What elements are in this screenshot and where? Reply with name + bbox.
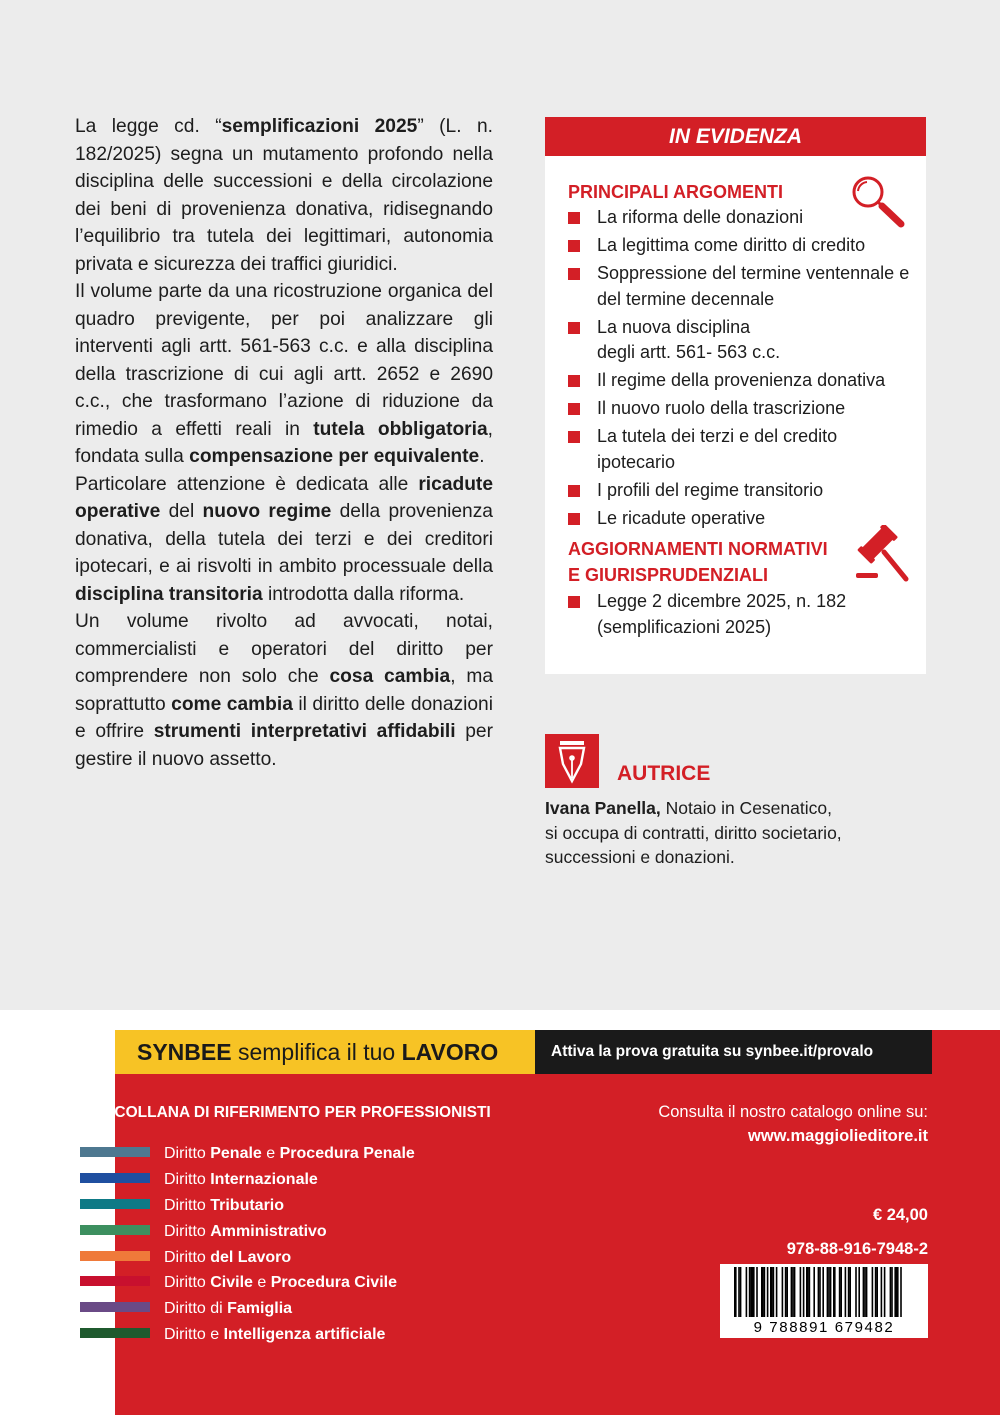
description-paragraph — [75, 471, 493, 609]
list-item — [568, 396, 918, 422]
catalog-text: Consulta il nostro catalogo online su: — [658, 1103, 928, 1121]
author-title: AUTRICE — [617, 762, 711, 785]
bold-text: Civile — [210, 1274, 253, 1292]
bullet-square-icon — [568, 240, 580, 252]
updates-title — [568, 536, 828, 588]
list-item-text: Soppressione del termine ventennale e del termine decennale — [597, 263, 910, 309]
list-item-text: I profili del regime transitorio — [597, 479, 824, 500]
bullet-square-icon — [568, 322, 580, 334]
text-run: e — [252, 1274, 271, 1292]
barcode-bar — [828, 1267, 830, 1317]
bold-text: strumenti interpretativi affidabili — [153, 721, 456, 742]
text-run: il diritto delle donazioni e offrire — [75, 693, 493, 742]
barcode-bar — [773, 1267, 775, 1317]
bold-text: Internazionale — [210, 1170, 318, 1188]
text-run: Diritto — [164, 1248, 211, 1266]
main-topics-list — [568, 205, 918, 534]
barcode-bar — [875, 1267, 877, 1317]
bullet-square-icon — [568, 485, 580, 497]
barcode-bar — [872, 1267, 874, 1317]
text-run: Il volume parte da una ricostruzione organica del quadro previgente, per poi analizzare gli interventi agli artt. 561-563 c.c. e alla disciplina della trascrizione di cui agli artt. 2652 e 2690 c.c., che trasformano l’azione di riduzione da rimedio a effetti reali in — [75, 281, 493, 440]
text-run: Diritto e — [164, 1326, 224, 1344]
bold-text: Procedura Penale — [279, 1145, 415, 1162]
book-description — [75, 113, 493, 773]
barcode-bar — [863, 1267, 865, 1317]
barcode-bar — [849, 1267, 851, 1317]
gavel-icon — [854, 525, 912, 583]
updates-title-line: E GIURISPRUDENZIALI — [568, 565, 769, 585]
barcode-bar — [734, 1267, 737, 1317]
text-run: Diritto — [164, 1145, 211, 1162]
bold-text: Famiglia — [227, 1300, 293, 1318]
author-bio-line: si occupa di contratti, diritto societario, — [545, 822, 842, 843]
series-color-bar — [80, 1147, 150, 1157]
series-color-bar — [80, 1302, 150, 1312]
bold-text: semplificazioni 2025 — [221, 116, 418, 137]
list-item — [568, 478, 918, 504]
barcode-bar — [845, 1267, 847, 1317]
author-name: Ivana Panella, — [545, 798, 661, 818]
list-item-text: Le ricadute operative — [597, 507, 766, 528]
bold-text: Penale — [210, 1145, 262, 1162]
author-bio-line: Notaio in Cesenatico, — [660, 798, 832, 818]
barcode-number: 9 788891 679482 — [753, 1319, 895, 1336]
series-color-bar — [80, 1173, 150, 1183]
bold-text: come cambia — [171, 693, 293, 715]
series-color-bar — [80, 1225, 150, 1235]
series-item-label — [164, 1296, 292, 1322]
bold-text: Procedura Civile — [270, 1274, 397, 1292]
catalog-info — [658, 1100, 928, 1148]
barcode — [720, 1264, 928, 1338]
catalog-url: www.maggiolieditore.it — [748, 1127, 928, 1145]
barcode-bar — [864, 1267, 866, 1317]
barcode-bar — [752, 1267, 755, 1317]
series-color-bar — [80, 1276, 150, 1286]
bold-text: cosa cambia — [329, 666, 451, 687]
barcode-bar — [830, 1267, 832, 1317]
list-item — [568, 368, 918, 394]
series-color-bar — [80, 1199, 150, 1209]
main-topics-title: PRINCIPALI ARGOMENTI — [568, 182, 783, 202]
synbee-slogan-middle: semplifica il tuo — [231, 1039, 402, 1065]
barcode-bar — [818, 1267, 820, 1317]
text-run: e — [261, 1145, 280, 1162]
barcode-bar — [761, 1267, 764, 1317]
bullet-square-icon — [568, 431, 580, 443]
bullet-square-icon — [568, 268, 580, 280]
text-run: Particolare attenzione è dedicata alle — [75, 473, 419, 495]
bold-text: nuovo regime — [202, 501, 332, 522]
barcode-bar — [767, 1267, 769, 1317]
barcode-bar — [866, 1267, 868, 1317]
bullet-square-icon — [568, 513, 580, 525]
text-run: La legge cd. “ — [75, 116, 222, 137]
series-item-label — [164, 1245, 291, 1271]
barcode-bar — [809, 1267, 811, 1317]
barcode-bar — [891, 1267, 893, 1317]
series-item-label — [164, 1193, 284, 1219]
isbn: 978-88-916-7948-2 — [786, 1240, 928, 1258]
barcode-bar — [806, 1267, 809, 1317]
description-paragraph — [75, 113, 493, 278]
barcode-bar — [900, 1267, 902, 1317]
barcode-bar — [827, 1267, 829, 1317]
barcode-bar — [770, 1267, 773, 1317]
price: € 24,00 — [872, 1206, 928, 1224]
list-item — [568, 589, 918, 640]
barcode-bar — [881, 1267, 883, 1317]
list-item-text: La riforma delle donazioni — [597, 207, 804, 227]
barcode-bar — [750, 1267, 752, 1317]
barcode-bar — [794, 1267, 796, 1317]
series-item-label — [164, 1322, 385, 1348]
barcode-bar — [822, 1267, 824, 1317]
barcode-bar — [792, 1267, 794, 1317]
text-run: Diritto — [164, 1196, 211, 1214]
series-item-label — [164, 1167, 318, 1193]
series-color-bar — [80, 1328, 150, 1338]
barcode-bar — [746, 1267, 748, 1317]
description-paragraph — [75, 278, 493, 471]
barcode-bar — [738, 1267, 740, 1317]
series-color-bar — [80, 1251, 150, 1261]
barcode-bar — [791, 1267, 793, 1317]
barcode-bar — [819, 1267, 821, 1317]
barcode-bar — [884, 1267, 886, 1317]
barcode-bar — [785, 1267, 787, 1317]
list-item-text: La tutela dei terzi e del credito ipotecario — [597, 426, 838, 472]
text-run: Un volume rivolto ad avvocati, notai, commercialisti e operatori del diritto per comprendere non solo che — [75, 611, 493, 687]
barcode-bars — [720, 1267, 928, 1319]
bullet-square-icon — [568, 212, 580, 224]
bullet-square-icon — [568, 403, 580, 415]
barcode-bar — [813, 1267, 815, 1317]
barcode-bar — [800, 1267, 802, 1317]
list-item-text: Legge 2 dicembre 2025, n. 182 — [597, 591, 847, 611]
barcode-bar — [740, 1267, 742, 1317]
barcode-bar — [786, 1267, 788, 1317]
text-run: . — [479, 446, 485, 467]
bold-text: compensazione per equivalente — [189, 446, 480, 467]
synbee-slogan-end: LAVORO — [401, 1039, 499, 1065]
barcode-bar — [890, 1267, 892, 1317]
bold-text: Intelligenza artificiale — [223, 1326, 386, 1344]
barcode-bar — [855, 1267, 857, 1317]
barcode-bar — [848, 1267, 850, 1317]
synbee-brand: SYNBEE — [137, 1039, 232, 1065]
text-run: Diritto di — [164, 1300, 228, 1318]
bullet-square-icon — [568, 596, 580, 608]
barcode-bar — [782, 1267, 784, 1317]
bold-text: tutela obbligatoria — [313, 418, 488, 440]
synbee-cta-text: Attiva la prova gratuita su synbee.it/provalo — [551, 1043, 874, 1060]
list-item-text: (semplificazioni 2025) — [597, 616, 772, 637]
text-run: Diritto — [164, 1274, 211, 1292]
barcode-bar — [896, 1267, 899, 1317]
text-run: introdotta dalla riforma. — [262, 583, 465, 605]
barcode-bar — [840, 1267, 842, 1317]
barcode-bar — [776, 1267, 778, 1317]
description-paragraph — [75, 608, 493, 773]
series-item-label — [164, 1270, 397, 1296]
text-run: del — [160, 501, 203, 522]
barcode-bar — [876, 1267, 878, 1317]
author-icon-tile — [545, 734, 599, 788]
highlights-header: IN EVIDENZA — [545, 117, 926, 156]
text-run: Diritto — [164, 1170, 211, 1188]
text-run: ” (L. n. 182/2025) segna un mutamento profondo nella disciplina delle successioni e della circolazione dei beni di provenienza donativa, ridisegnando l’equilibrio tra tutela dei legittimari, autonomia privata e sicurezza dei traffici giuridici. — [75, 116, 493, 275]
author-bio-line: successioni e donazioni. — [545, 847, 735, 867]
bold-text: Amministrativo — [210, 1222, 327, 1240]
list-item — [568, 233, 918, 259]
barcode-bar — [858, 1267, 860, 1317]
barcode-bar — [749, 1267, 751, 1317]
barcode-bar — [839, 1267, 841, 1317]
list-item — [568, 315, 918, 366]
barcode-bar — [894, 1267, 896, 1317]
bold-text: disciplina transitoria — [75, 583, 263, 605]
bold-text: Tributario — [210, 1196, 285, 1214]
updates-list — [568, 589, 918, 643]
barcode-bar — [756, 1267, 758, 1317]
bold-text: ricadute operative — [75, 473, 493, 522]
list-item-text: Il regime della provenienza donativa — [597, 370, 886, 390]
list-item — [568, 205, 918, 231]
barcode-bar — [833, 1267, 836, 1317]
series-item-label — [164, 1141, 415, 1167]
list-item-text: La nuova disciplina — [597, 316, 751, 337]
text-run: della provenienza donativa, della tutela dei terzi e dei creditori ipotecari, e ai risvolti in ambito processuale della — [75, 501, 493, 577]
text-run: , ma soprattutto — [75, 666, 493, 715]
text-run: , fondata sulla — [75, 418, 493, 467]
list-item — [568, 261, 918, 312]
bold-text: del Lavoro — [210, 1248, 292, 1266]
bullet-square-icon — [568, 375, 580, 387]
list-item — [568, 424, 918, 475]
barcode-bar — [764, 1267, 766, 1317]
text-run: per gestire il nuovo assetto. — [75, 721, 493, 770]
series-title: LA COLLANA DI RIFERIMENTO PER PROFESSIONISTI — [90, 1104, 491, 1121]
text-run: Diritto — [164, 1222, 211, 1240]
synbee-slogan — [137, 1030, 498, 1074]
fountain-pen-nib-icon — [545, 734, 599, 788]
highlights-box — [545, 117, 926, 674]
list-item-text: degli artt. 561- 563 c.c. — [597, 342, 781, 362]
list-item-text: Il nuovo ruolo della trascrizione — [597, 398, 846, 418]
author-bio — [545, 796, 925, 870]
list-item-text: La legittima come diritto di credito — [597, 235, 866, 255]
barcode-bar — [803, 1267, 805, 1317]
updates-title-line: AGGIORNAMENTI NORMATIVI — [568, 539, 828, 559]
series-item-label — [164, 1219, 327, 1245]
